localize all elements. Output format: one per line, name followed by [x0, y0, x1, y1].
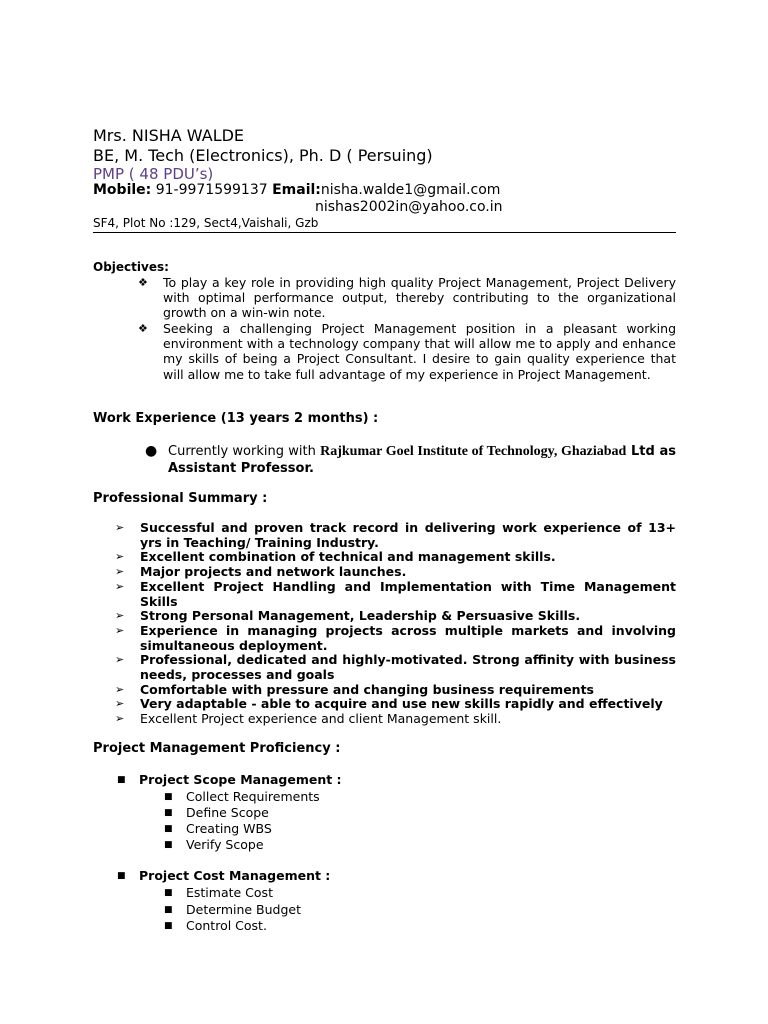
square-bullet-icon: ■: [164, 808, 173, 818]
header-divider: [93, 232, 676, 233]
summary-item: ➢ Experience in managing projects across multiple markets and involving simultaneous deployment.: [115, 622, 676, 653]
objectives-heading: Objectives:: [93, 260, 169, 274]
arrow-bullet-icon: ➢: [115, 609, 125, 623]
candidate-name: Mrs. NISHA WALDE: [93, 126, 245, 145]
proficiency-item: ■ Determine Budget: [164, 902, 302, 917]
professional-summary-heading: Professional Summary :: [93, 491, 268, 506]
proficiency-item: ■ Verify Scope: [164, 837, 264, 852]
square-bullet-icon: ■: [164, 824, 173, 834]
work-experience-heading: Work Experience (13 years 2 months) :: [93, 411, 379, 426]
pmp-certification: PMP ( 48 PDU’s): [93, 165, 214, 183]
email-primary: nisha.walde1@gmail.com: [320, 182, 501, 198]
cost-management-group: ■ Project Cost Management :: [117, 868, 331, 883]
square-bullet-icon: ■: [117, 871, 126, 881]
arrow-bullet-icon: ➢: [115, 550, 125, 564]
mobile-number: 91-9971599137: [151, 182, 273, 198]
summary-item: ➢ Professional, dedicated and highly-motivated. Strong affinity with business needs, processes and goals: [115, 652, 676, 683]
objective-item: [138, 321, 676, 382]
arrow-bullet-icon: ➢: [115, 682, 125, 696]
bullet-dot-icon: ●: [145, 443, 158, 459]
diamond-bullet-icon: ❖: [138, 322, 148, 335]
proficiency-item: ■ Define Scope: [164, 805, 269, 820]
proficiency-item: ■ Control Cost.: [164, 918, 267, 933]
summary-item: ➢ Major projects and network launches.: [115, 564, 407, 580]
summary-item: ➢ Excellent Project experience and client Management skill.: [115, 711, 502, 727]
square-bullet-icon: ■: [164, 888, 173, 898]
contact-line: [93, 181, 500, 199]
summary-item: ➢ Very adaptable - able to acquire and use new skills rapidly and effectively: [115, 696, 663, 712]
organization-name: Rajkumar Goel Institute of Technology, Ghaziabad: [320, 444, 627, 459]
objective-item: [138, 275, 676, 321]
arrow-bullet-icon: ➢: [115, 623, 125, 637]
work-prefix: Currently working with: [168, 444, 321, 459]
proficiency-item: ■ Estimate Cost: [164, 885, 273, 900]
mobile-label: Mobile:: [93, 182, 152, 198]
work-experience-item: [145, 443, 676, 477]
summary-item: ➢ Excellent combination of technical and management skills.: [115, 549, 556, 565]
arrow-bullet-icon: ➢: [115, 653, 125, 667]
summary-item: ➢ Successful and proven track record in delivering work experience of 13+ yrs in Teaching/ Training Industry.: [115, 520, 676, 550]
diamond-bullet-icon: ❖: [138, 276, 148, 289]
arrow-bullet-icon: ➢: [115, 579, 125, 593]
arrow-bullet-icon: ➢: [115, 697, 125, 711]
email-label: Email:: [272, 182, 321, 198]
square-bullet-icon: ■: [164, 905, 173, 915]
square-bullet-icon: ■: [117, 775, 126, 785]
objective-text: Seeking a challenging Project Management position in a pleasant working environment with a technology company that will allow me to apply and enhance my skills of being a Project Consultant. I desire to gain quality experience that will allow me to take full advantage of my experience in Project Management.: [163, 321, 676, 382]
proficiency-heading: Project Management Proficiency :: [93, 741, 341, 756]
work-role: Ltd as Assistant Professor.: [168, 444, 676, 476]
square-bullet-icon: ■: [164, 921, 173, 931]
email-secondary: nishas2002in@yahoo.co.in: [315, 199, 503, 215]
square-bullet-icon: ■: [164, 840, 173, 850]
arrow-bullet-icon: ➢: [115, 521, 125, 534]
summary-item: ➢ Strong Personal Management, Leadership & Persuasive Skills.: [115, 608, 581, 624]
objective-text: To play a key role in providing high quality Project Management, Project Delivery with optimal performance output, thereby contributing to the organizational growth on a win-win note.: [163, 275, 676, 321]
address: SF4, Plot No :129, Sect4,Vaishali, Gzb: [93, 216, 319, 230]
summary-item: ➢ Excellent Project Handling and Implementation with Time Management Skills: [115, 578, 676, 609]
qualifications: BE, M. Tech (Electronics), Ph. D ( Persuing): [93, 146, 433, 165]
summary-item: ➢ Comfortable with pressure and changing business requirements: [115, 681, 594, 697]
proficiency-item: ■ Creating WBS: [164, 821, 272, 836]
summary-list: [115, 521, 676, 727]
proficiency-item: ■ Collect Requirements: [164, 789, 320, 804]
scope-management-group: ■ Project Scope Management :: [117, 772, 342, 787]
arrow-bullet-icon: ➢: [115, 712, 125, 726]
square-bullet-icon: ■: [164, 792, 173, 802]
arrow-bullet-icon: ➢: [115, 565, 125, 579]
